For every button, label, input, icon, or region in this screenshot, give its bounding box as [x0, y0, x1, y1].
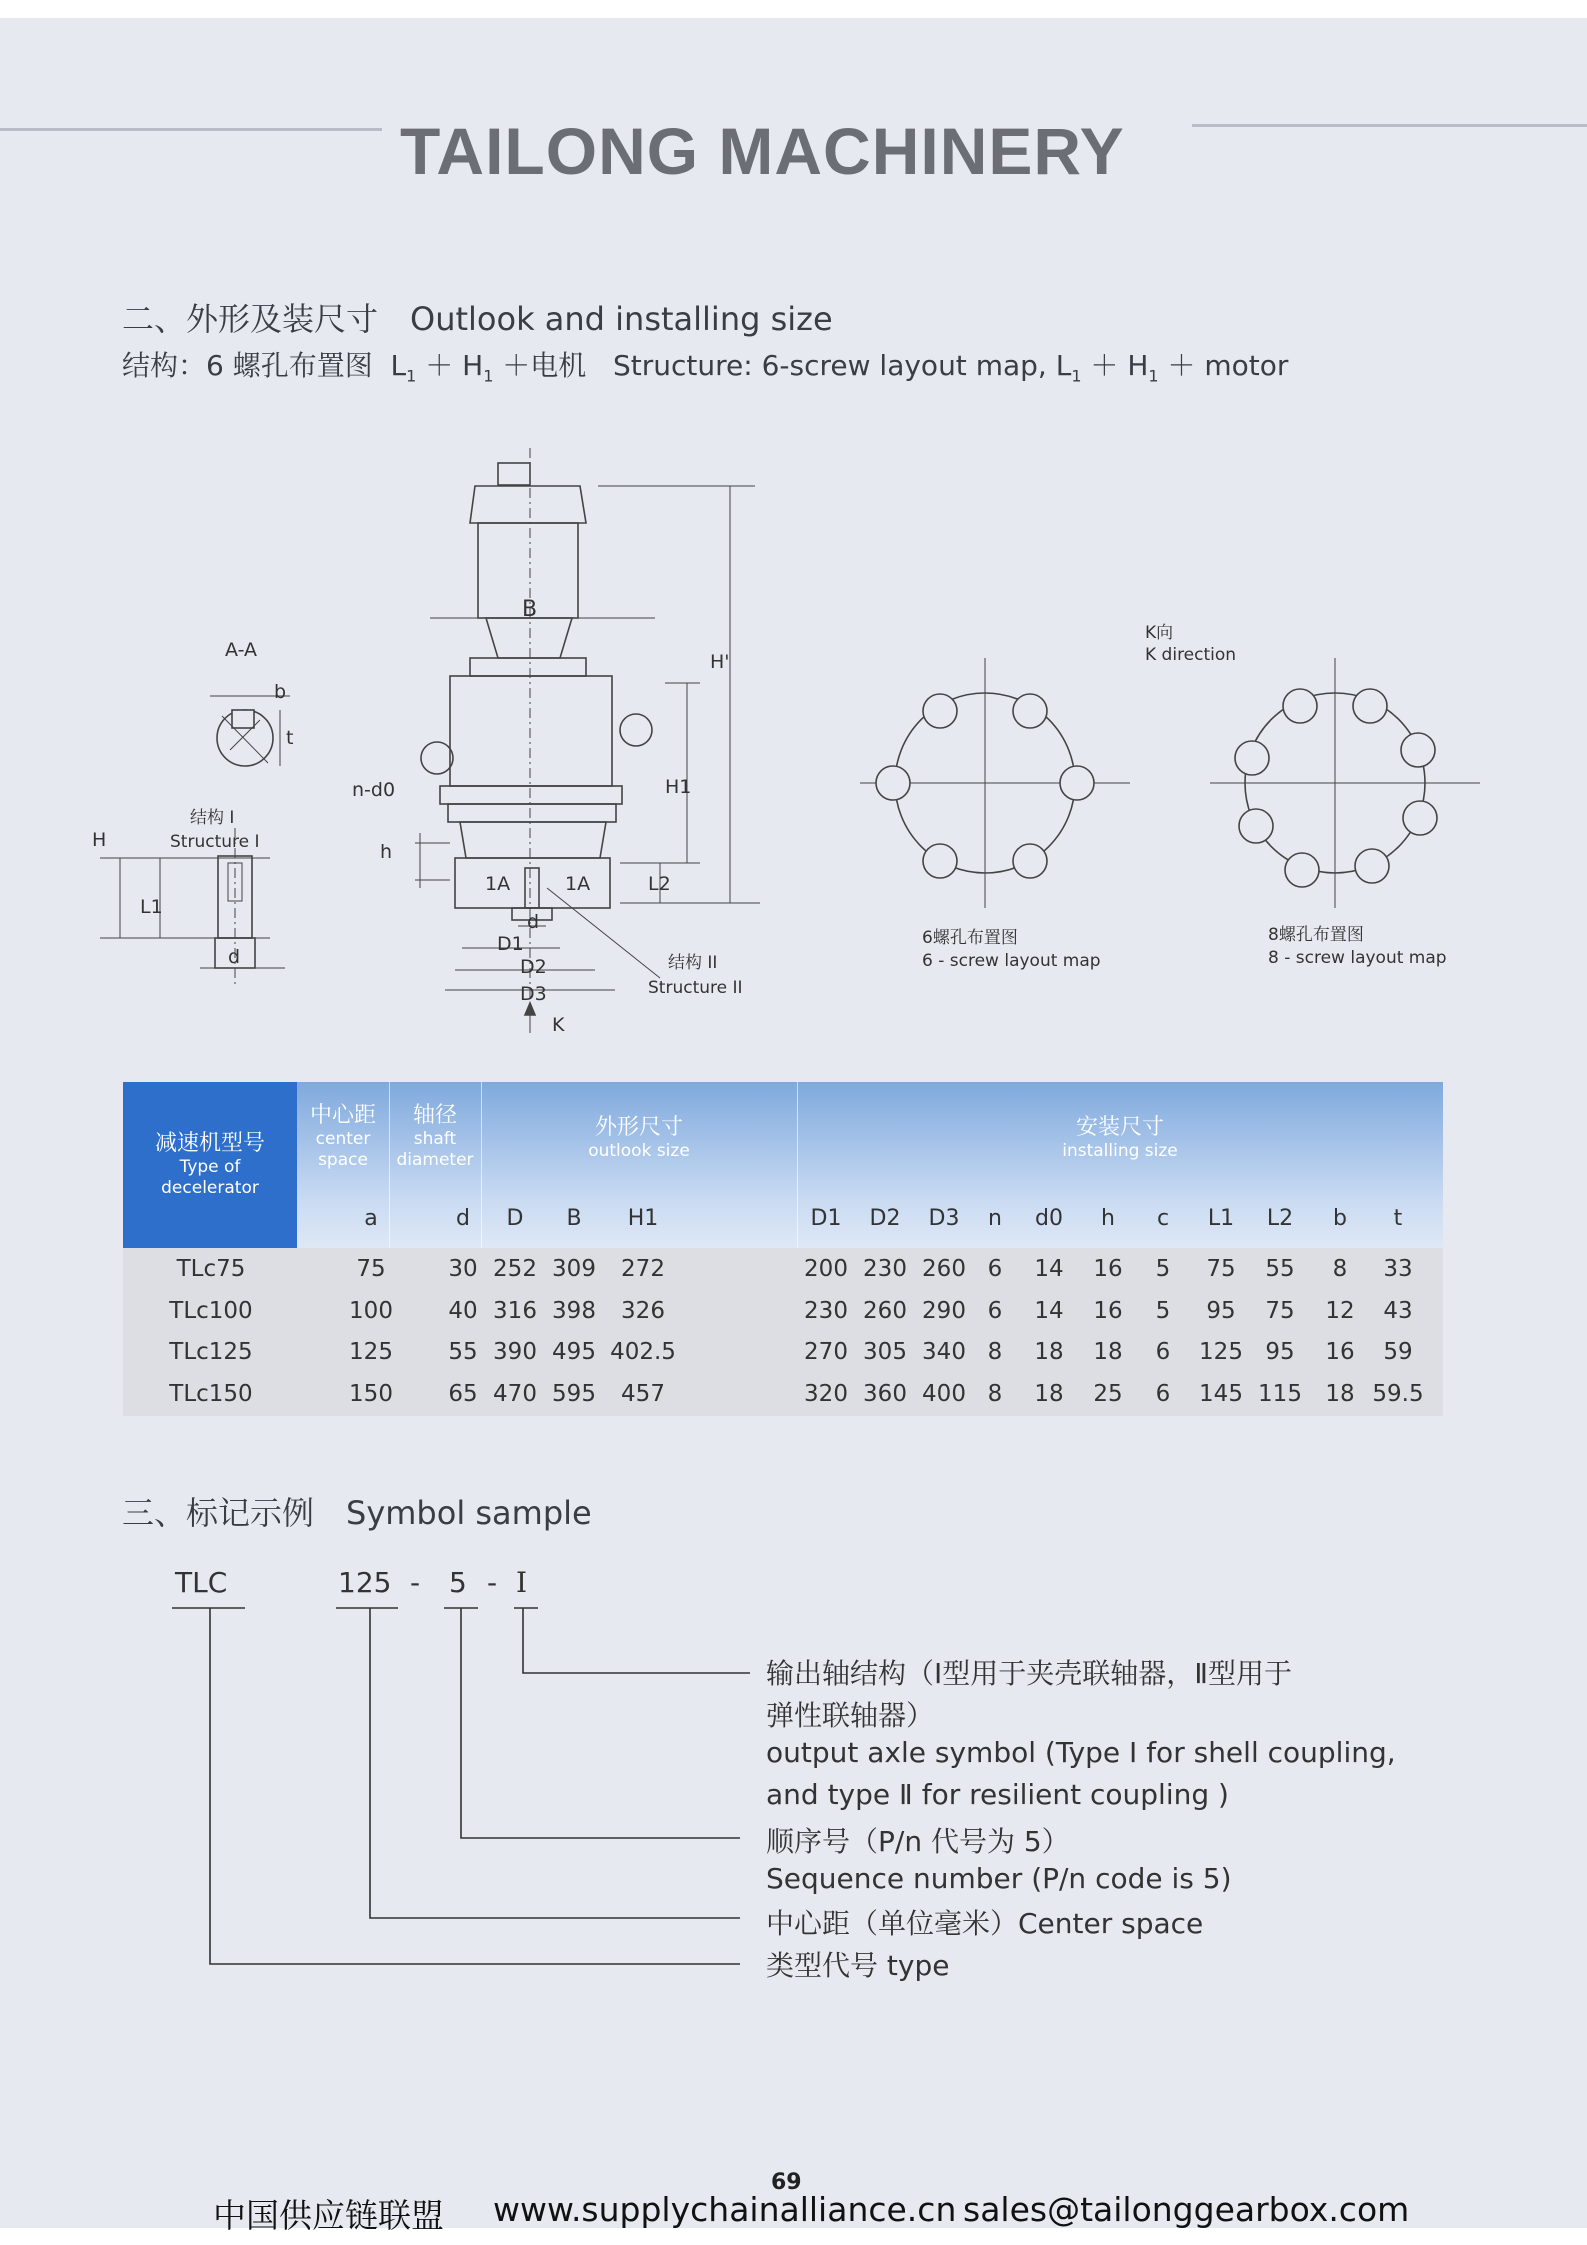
table-cell: 125 [1199, 1339, 1243, 1365]
column-header: D2 [869, 1206, 901, 1231]
table-cell: 8 [987, 1339, 1003, 1365]
svg-text:t: t [286, 727, 294, 749]
table-cell: 125 [349, 1339, 393, 1365]
table-cell: 25 [1093, 1380, 1123, 1407]
table-cell: 18 [1034, 1339, 1064, 1365]
model-cell: TLc125 [169, 1339, 253, 1365]
table-cell: 230 [804, 1297, 848, 1324]
svg-text:L1: L1 [140, 896, 163, 918]
table-cell: 5 [1155, 1256, 1171, 1282]
label-map6-en: 6 - screw layout map [922, 951, 1101, 971]
desc-structure-cn-2: 弹性联轴器） [766, 1699, 935, 1732]
code-center: 125 [338, 1566, 392, 1599]
table-cell: 65 [448, 1380, 478, 1407]
desc-structure-cn-1: 输出轴结构（Ⅰ型用于夹壳联轴器，Ⅱ型用于 [766, 1657, 1293, 1690]
table-cell: 16 [1093, 1256, 1123, 1282]
table-cell: 200 [804, 1256, 848, 1282]
table-cell: 33 [1383, 1256, 1413, 1282]
structure-caption-en: Structure: 6-screw layout map, [613, 349, 1047, 382]
table-cell: 14 [1034, 1297, 1064, 1324]
label-structure2-en: Structure II [648, 978, 743, 998]
label-map8-en: 8 - screw layout map [1268, 948, 1447, 968]
svg-text:H: H [92, 829, 107, 851]
svg-text:B: B [522, 597, 538, 622]
column-header: n [988, 1206, 1002, 1231]
table-cell: 6 [987, 1297, 1003, 1324]
svg-text:D2: D2 [520, 956, 547, 978]
column-header: c [1156, 1206, 1170, 1231]
column-header: L1 [1207, 1206, 1235, 1231]
table-cell: 8 [1332, 1256, 1348, 1282]
code-type: TLC [175, 1566, 228, 1599]
svg-text:K: K [552, 1014, 565, 1036]
table-cell: 95 [1206, 1297, 1236, 1324]
catalog-page [0, 18, 1587, 2235]
table-cell: 100 [349, 1297, 393, 1324]
table-cell: 75 [1265, 1297, 1295, 1324]
column-header: D3 [928, 1206, 960, 1231]
table-cell: 260 [922, 1256, 966, 1282]
section-symbol-title: 三、标记示例 Symbol sample [122, 1494, 592, 1532]
table-cell: 495 [552, 1339, 596, 1365]
label-structure2-cn: 结构 II [668, 953, 718, 973]
header-shaft: 轴径 shaft diameter [396, 1103, 474, 1170]
model-cell: TLc150 [169, 1380, 253, 1407]
model-cell: TLc75 [176, 1256, 246, 1282]
table-cell: 290 [922, 1297, 966, 1324]
label-k-direction-cn: K向 [1145, 623, 1174, 643]
table-cell: 55 [1265, 1256, 1295, 1282]
column-header: d [456, 1206, 470, 1231]
column-header: L2 [1266, 1206, 1294, 1231]
table-cell: 6 [1155, 1380, 1171, 1407]
table-cell: 272 [621, 1256, 665, 1282]
svg-text:H1: H1 [665, 776, 692, 798]
table-cell: 316 [493, 1297, 537, 1324]
table-cell: 230 [863, 1256, 907, 1282]
table-cell: 5 [1155, 1297, 1171, 1324]
table-cell: 252 [493, 1256, 537, 1282]
table-cell: 6 [987, 1256, 1003, 1282]
structure-caption-cn: 结构：6 螺孔布置图 [122, 349, 373, 382]
label-n-d0: n-d0 [352, 779, 396, 801]
footer-email[interactable]: sales@tailonggearbox.com [963, 2190, 1410, 2229]
table-cell: 320 [804, 1380, 848, 1407]
table-cell: 309 [552, 1256, 596, 1282]
table-cell: 75 [356, 1256, 386, 1282]
table-cell: 6 [1155, 1339, 1171, 1365]
table-cell: 400 [922, 1380, 966, 1407]
svg-text:H': H' [710, 651, 730, 673]
label-map8-cn: 8螺孔布置图 [1268, 925, 1364, 945]
svg-text:L2: L2 [648, 873, 671, 895]
table-cell: 59 [1383, 1339, 1413, 1365]
column-header: t [1393, 1206, 1403, 1231]
column-header: D [506, 1206, 524, 1231]
table-cell: 75 [1206, 1256, 1236, 1282]
desc-type: 类型代号 type [766, 1949, 950, 1982]
table-cell: 16 [1093, 1297, 1123, 1324]
svg-text:D1: D1 [497, 933, 524, 955]
code-dash-1: - [410, 1566, 421, 1599]
svg-text:h: h [380, 841, 393, 863]
label-aa: A-A [225, 639, 258, 661]
table-cell: 326 [621, 1297, 665, 1324]
desc-structure-en-2: and type Ⅱ for resilient coupling ) [766, 1778, 1229, 1811]
column-header: H1 [627, 1206, 659, 1231]
table-cell: 470 [493, 1380, 537, 1407]
code-seq: 5 [449, 1566, 467, 1599]
table-cell: 457 [621, 1380, 665, 1407]
page-number: 69 [771, 2170, 802, 2195]
header-type: 减速机型号 Type of decelerator [123, 1082, 297, 1248]
table-cell: 16 [1325, 1339, 1355, 1365]
table-cell: 145 [1199, 1380, 1243, 1407]
table-cell: 360 [863, 1380, 907, 1407]
table-cell: 260 [863, 1297, 907, 1324]
desc-structure-en-1: output axle symbol (Type Ⅰ for shell coupling, [766, 1736, 1396, 1769]
footer-website[interactable]: www.supplychainalliance.cn [493, 2190, 957, 2229]
table-cell: 340 [922, 1339, 966, 1365]
column-header: B [566, 1206, 582, 1231]
header-center: 中心距 center space [309, 1103, 376, 1170]
table-cell: 18 [1034, 1380, 1064, 1407]
table-cell: 40 [448, 1297, 478, 1324]
table-cell: 402.5 [610, 1339, 676, 1365]
column-header: d0 [1035, 1206, 1063, 1231]
svg-text:d: d [527, 911, 540, 933]
svg-text:1A: 1A [565, 873, 591, 895]
table-cell: 8 [987, 1380, 1003, 1407]
header-install: 安装尺寸 installing size [1062, 1115, 1178, 1161]
table-cell: 12 [1325, 1297, 1355, 1324]
table-cell: 305 [863, 1339, 907, 1365]
svg-text:1A: 1A [485, 873, 511, 895]
desc-seq-cn: 顺序号（P/n 代号为 5） [766, 1825, 1070, 1858]
svg-text:d: d [228, 946, 241, 968]
table-cell: 18 [1325, 1380, 1355, 1407]
column-header: a [364, 1206, 378, 1231]
brand-title: TAILONG MACHINERY [400, 114, 1125, 188]
table-cell: 43 [1383, 1297, 1413, 1324]
desc-seq-en: Sequence number (P/n code is 5) [766, 1862, 1232, 1895]
model-cell: TLc100 [169, 1297, 253, 1324]
section-outlook-title: 二、外形及装尺寸 Outlook and installing size [122, 300, 833, 338]
table-cell: 30 [448, 1256, 478, 1282]
label-structure1-cn: 结构 I [190, 808, 235, 828]
code-dash-2: - [487, 1566, 498, 1599]
label-structure1-en: Structure Ⅰ [170, 832, 260, 852]
svg-text:b: b [274, 681, 287, 703]
footer-org: 中国供应链联盟 [213, 2196, 444, 2235]
table-cell: 55 [448, 1339, 478, 1365]
desc-center: 中心距（单位毫米）Center space [766, 1907, 1204, 1940]
column-header: h [1101, 1206, 1115, 1231]
table-cell: 115 [1258, 1380, 1302, 1407]
table-cell: 595 [552, 1380, 596, 1407]
table-cell: 150 [349, 1380, 393, 1407]
table-cell: 95 [1265, 1339, 1295, 1365]
structure-caption: 结构：6 螺孔布置图 $L_1 + H_1$ ＋电机 Structure: 6-screw layout map, $L_1 + H_1$ ＋ motor [122, 349, 1289, 386]
svg-text:D3: D3 [520, 983, 547, 1005]
code-struct: I [516, 1566, 528, 1599]
table-cell: 14 [1034, 1256, 1064, 1282]
label-map6-cn: 6螺孔布置图 [922, 928, 1018, 948]
header-outlook: 外形尺寸 outlook size [588, 1115, 690, 1161]
label-k-direction-en: K direction [1145, 645, 1237, 665]
column-header: b [1333, 1206, 1347, 1231]
column-header: D1 [810, 1206, 842, 1231]
table-cell: 270 [804, 1339, 848, 1365]
table-cell: 59.5 [1372, 1380, 1424, 1407]
table-cell: 398 [552, 1297, 596, 1324]
table-cell: 390 [493, 1339, 537, 1365]
table-cell: 18 [1093, 1339, 1123, 1365]
